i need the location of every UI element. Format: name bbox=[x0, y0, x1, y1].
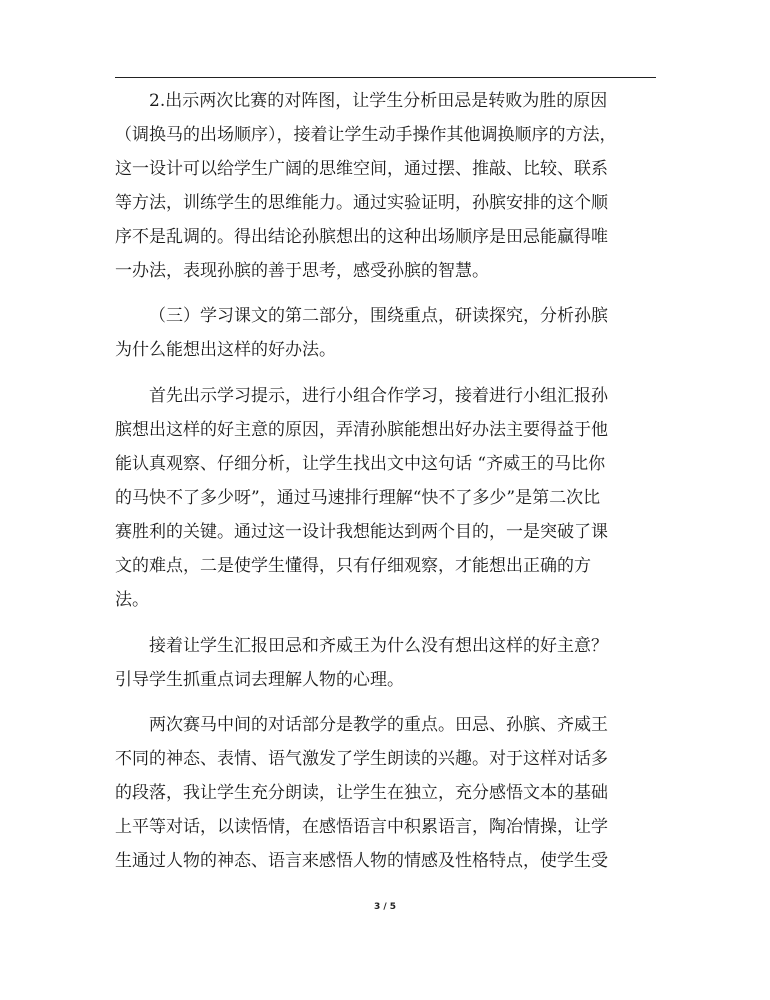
text-line: 赛胜利的关键。通过这一设计我想能达到两个目的，一是突破了课 bbox=[115, 521, 608, 542]
page-number: 3 / 5 bbox=[373, 902, 397, 912]
text-line: 法。 bbox=[115, 589, 149, 610]
text-line: 一办法，表现孙膑的善于思考，感受孙膑的智慧。 bbox=[115, 260, 489, 281]
paragraph-gap bbox=[115, 697, 660, 709]
text-line: 为什么能想出这样的好办法。 bbox=[115, 340, 336, 361]
paragraph-5 bbox=[115, 709, 660, 879]
document-body bbox=[115, 85, 660, 879]
text-line: 等方法，训练学生的思维能力。通过实验证明，孙膑安排的这个顺 bbox=[115, 192, 608, 213]
text-line: 序不是乱调的。得出结论孙膑想出的这种出场顺序是田忌能赢得唯 bbox=[115, 226, 608, 247]
text-line: 2.出示两次比赛的对阵图，让学生分析田忌是转败为胜的原因 bbox=[149, 91, 608, 111]
text-line: 不同的神态、表情、语气激发了学生朗读的兴趣。对于这样对话多 bbox=[115, 749, 608, 770]
text-line: 的段落，我让学生充分朗读，让学生在独立，充分感悟文本的基础 bbox=[115, 783, 608, 804]
header-rule bbox=[115, 77, 656, 78]
paragraph-3 bbox=[115, 380, 660, 617]
text-line: 膑想出这样的好主意的原因，弄清孙膑能想出好办法主要得益于他 bbox=[115, 420, 608, 441]
text-line: 首先出示学习提示，进行小组合作学习，接着进行小组汇报孙 bbox=[149, 386, 608, 407]
text-line: 文的难点，二是使学生懂得，只有仔细观察，才能想出正确的方 bbox=[115, 555, 591, 576]
text-line: 引导学生抓重点词去理解人物的心理。 bbox=[115, 669, 404, 690]
text-line: 两次赛马中间的对话部分是教学的重点。田忌、孙膑、齐威王 bbox=[149, 715, 608, 736]
text-line: 的马快不了多少呀”，通过马速排行理解“快不了多少”是第二次比 bbox=[115, 487, 601, 508]
text-line: 生通过人物的神态、语言来感悟人物的情感及性格特点，使学生受 bbox=[115, 851, 608, 872]
text-line: 能认真观察、仔细分析，让学生找出文中这句话 “齐威王的马比你 bbox=[115, 454, 606, 475]
text-line: 接着让学生汇报田忌和齐威王为什么没有想出这样的好主意？ bbox=[149, 635, 608, 656]
paragraph-gap bbox=[115, 368, 660, 380]
text-line: （调换马的出场顺序），接着让学生动手操作其他调换顺序的方法， bbox=[115, 124, 617, 145]
paragraph-gap bbox=[115, 618, 660, 630]
paragraph-gap bbox=[115, 288, 660, 300]
paragraph-2 bbox=[115, 300, 660, 368]
text-line: （三）学习课文的第二部分，围绕重点，研读探究，分析孙膑 bbox=[149, 306, 608, 327]
paragraph-4 bbox=[115, 630, 660, 698]
text-line: 这一设计可以给学生广阔的思维空间，通过摆、推敲、比较、联系 bbox=[115, 158, 608, 179]
text-line: 上平等对话，以读悟情，在感悟语言中积累语言，陶冶情操，让学 bbox=[115, 817, 608, 838]
paragraph-1 bbox=[115, 85, 660, 288]
